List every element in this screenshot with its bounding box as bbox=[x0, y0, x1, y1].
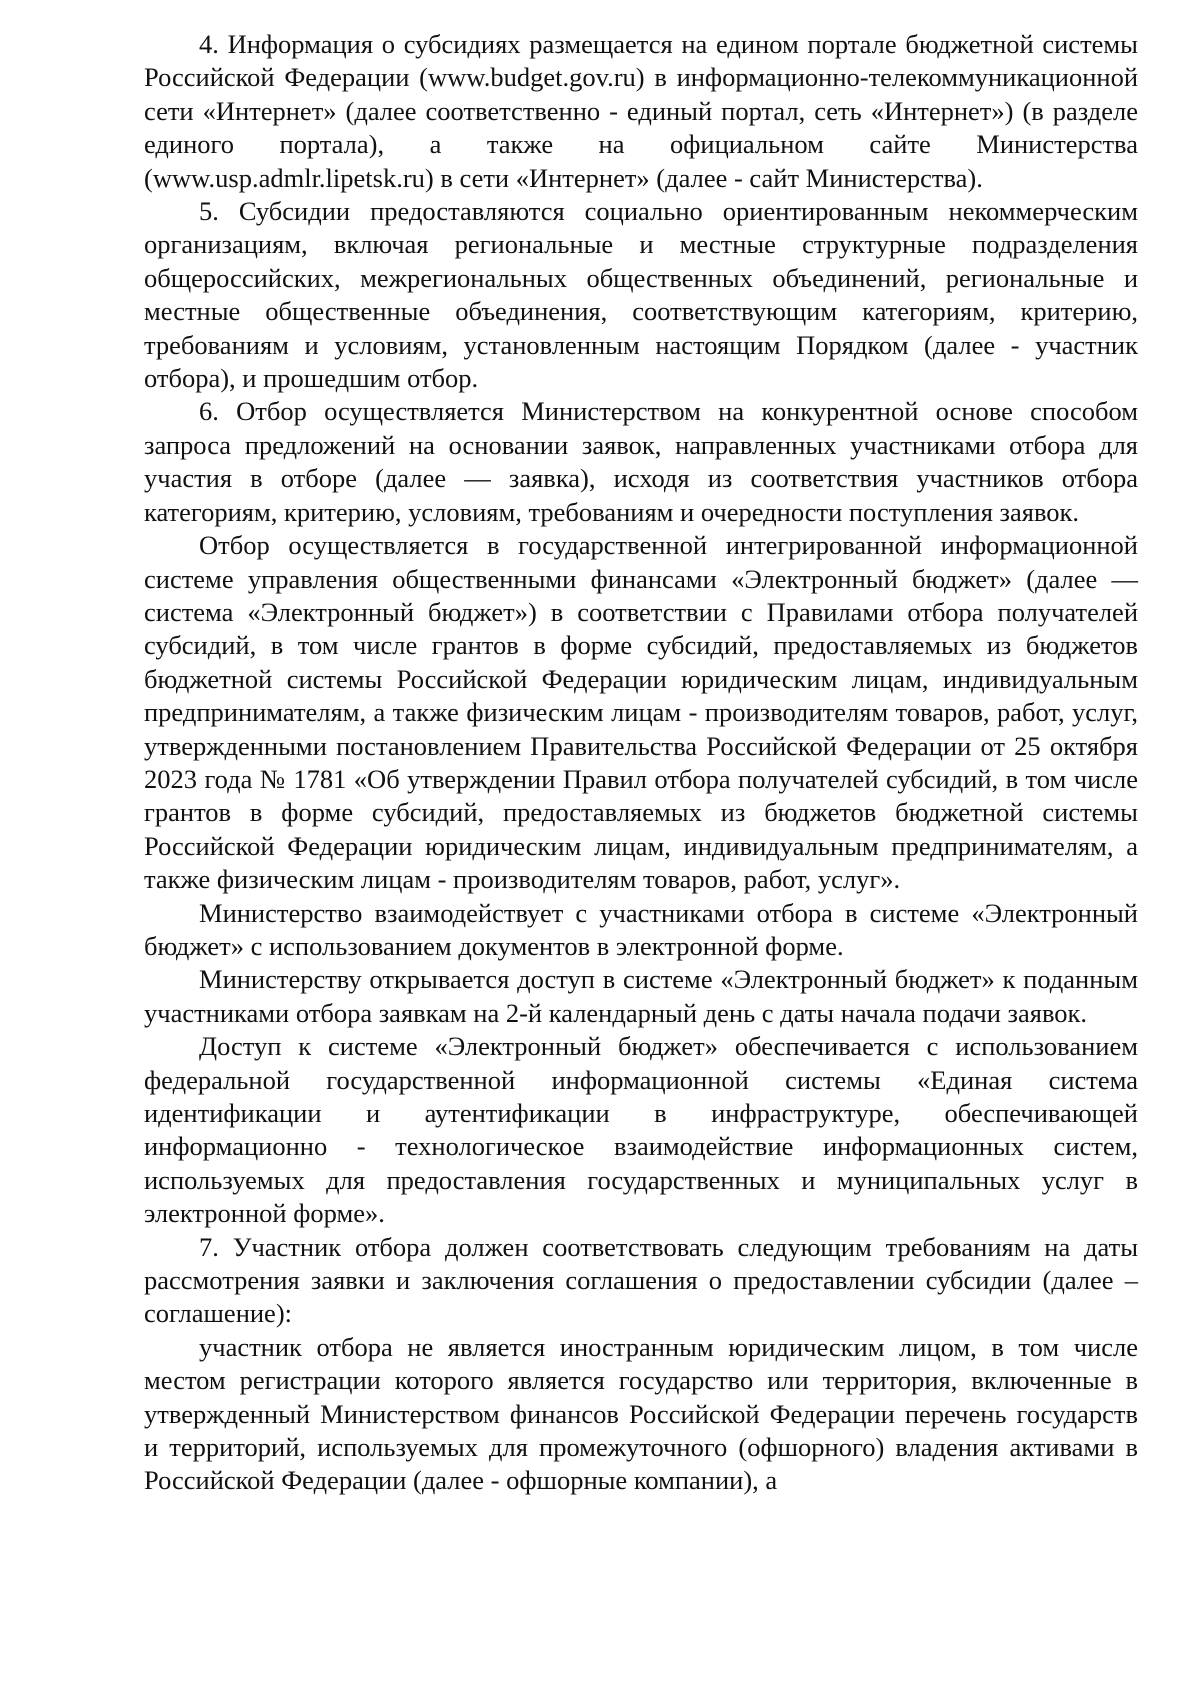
paragraph-ministry-access: Министерству открывается доступ в системе «Электронный бюджет» к поданным участниками отбора заявкам на 2-й календарный день с даты начала подачи заявок. bbox=[144, 964, 1138, 1028]
paragraph-system-access: Доступ к системе «Электронный бюджет» обеспечивается с использованием федеральной государственной информационной системы «Единая система идентификации и аутентификации в инфраструктуре, обеспечивающей информационно - технологическое взаимодействие информационных систем, используемых для предоставления государственных и муниципальных услуг в электронной форме». bbox=[144, 1031, 1138, 1229]
paragraph-item-6: 6. Отбор осуществляется Министерством на конкурентной основе способом запроса предложений на основании заявок, направленных участниками отбора для участия в отборе (далее — заявка), исходя из соответствия участников отбора категориям, критерию, условиям, требованиям и очередности поступления заявок. bbox=[144, 396, 1138, 527]
paragraph-item-4: 4. Информация о субсидиях размещается на едином портале бюджетной системы Российской Федерации (www.budget.gov.ru) в информационно-телекоммуникационной сети «Интернет» (далее соответственно - единый портал, сеть «Интернет») (в разделе единого портала), а также на официальном сайте Министерства (www.usp.admlr.lipetsk.ru) в сети «Интернет» (далее - сайт Министерства). bbox=[144, 29, 1138, 193]
paragraph-requirement-offshore: участник отбора не является иностранным юридическим лицом, в том числе местом регистрации которого является государство или территория, включенные в утвержденный Министерством финансов Российской Федерации перечень государств и территорий, используемых для промежуточного (офшорного) владения активами в Российской Федерации (далее - офшорные компании), а bbox=[144, 1331, 1138, 1496]
paragraph-selection-system: Отбор осуществляется в государственной интегрированной информационной системе управления общественными финансами «Электронный бюджет» (далее — система «Электронный бюджет») в соответствии с Правилами отбора получателей субсидий, в том числе грантов в форме субсидий, предоставляемых из бюджетов бюджетной системы Российской Федерации юридическим лицам, индивидуальным предпринимателям, а также физическим лицам - производителям товаров, работ, услуг, утвержденными постановлением Правительства Российской Федерации от 25 октября 2023 года № 1781 «Об утверждении Правил отбора получателей субсидий, в том числе грантов в форме субсидий, предоставляемых из бюджетов бюджетной системы Российской Федерации юридическим лицам, индивидуальным предпринимателям, а также физическим лицам - производителям товаров, работ, услуг». bbox=[144, 530, 1138, 895]
paragraph-ministry-interaction: Министерство взаимодействует с участниками отбора в системе «Электронный бюджет» с использованием документов в электронной форме. bbox=[144, 897, 1138, 961]
paragraph-item-7: 7. Участник отбора должен соответствовать следующим требованиям на даты рассмотрения заявки и заключения соглашения о предоставлении субсидии (далее – соглашение): bbox=[144, 1231, 1138, 1329]
paragraph-item-5: 5. Субсидии предоставляются социально ориентированным некоммерческим организациям, включая региональные и местные структурные подразделения общероссийских, межрегиональных общественных объединений, региональные и местные общественные объединения, соответствующим категориям, критерию, требованиям и условиям, установленным настоящим Порядком (далее - участник отбора), и прошедшим отбор. bbox=[144, 196, 1138, 394]
